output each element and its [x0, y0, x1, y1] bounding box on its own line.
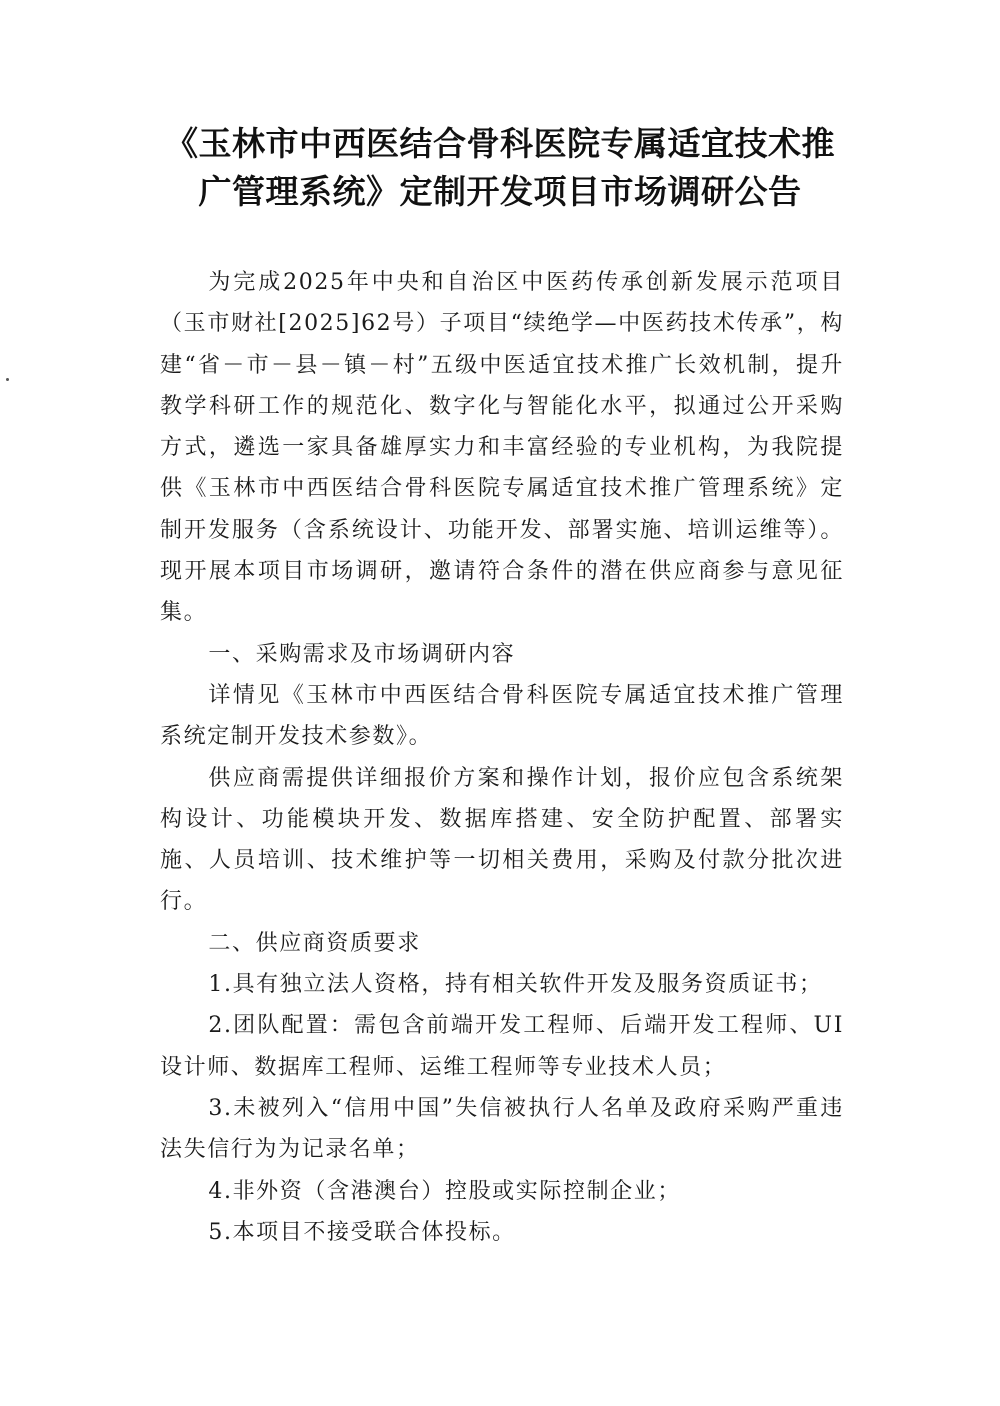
- requirement-item: 5.本项目不接受联合体投标。: [208, 1219, 516, 1245]
- requirement-item: 2.团队配置：需包含前端开发工程师、后端开发工程师、UI设计师、数据库工程师、运维工程师等专业技术人员；: [160, 1013, 844, 1080]
- requirement-item: 1.具有独立法人资格，持有相关软件开发及服务资质证书；: [208, 972, 823, 998]
- section-heading-procurement: 一、采购需求及市场调研内容: [208, 641, 516, 667]
- section-heading-qualification: 二、供应商资质要求: [208, 930, 421, 956]
- quotation-paragraph: 供应商需提供详细报价方案和操作计划，报价应包含系统架构设计、功能模块开发、数据库搭建、安全防护配置、部署实施、人员培训、技术维护等一切相关费用，采购及付款分批次进行。: [160, 765, 844, 915]
- document-title: 《玉林市中西医结合骨科医院专属适宜技术推广管理系统》定制开发项目市场调研公告: [165, 124, 835, 211]
- requirement-item: 4.非外资（含港澳台）控股或实际控制企业；: [208, 1178, 681, 1204]
- details-paragraph: 详情见《玉林市中西医结合骨科医院专属适宜技术推广管理系统定制开发技术参数》。: [160, 682, 844, 750]
- document-body: [160, 262, 844, 1253]
- requirement-item: 3.未被列入“信用中国”失信被执行人名单及政府采购严重违法失信行为为记录名单；: [160, 1095, 844, 1163]
- scan-speck: [6, 378, 9, 381]
- intro-paragraph: 为完成2025年中央和自治区中医药传承创新发展示范项目（玉市财社[2025]62号）子项目“续绝学—中医药技术传承”，构建“省－市－县－镇－村”五级中医适宜技术推广长效机制，提升教学科研工作的规范化、数字化与智能化水平，拟通过公开采购方式，遴选一家具备雄厚实力和丰富经验的专业机构，为我院提供《玉林市中西医结合骨科医院专属适宜技术推广管理系统》定制开发服务（含系统设计、功能开发、部署实施、培训运维等）。现开展本项目市场调研，邀请符合条件的潜在供应商参与意见征集。: [160, 270, 844, 626]
